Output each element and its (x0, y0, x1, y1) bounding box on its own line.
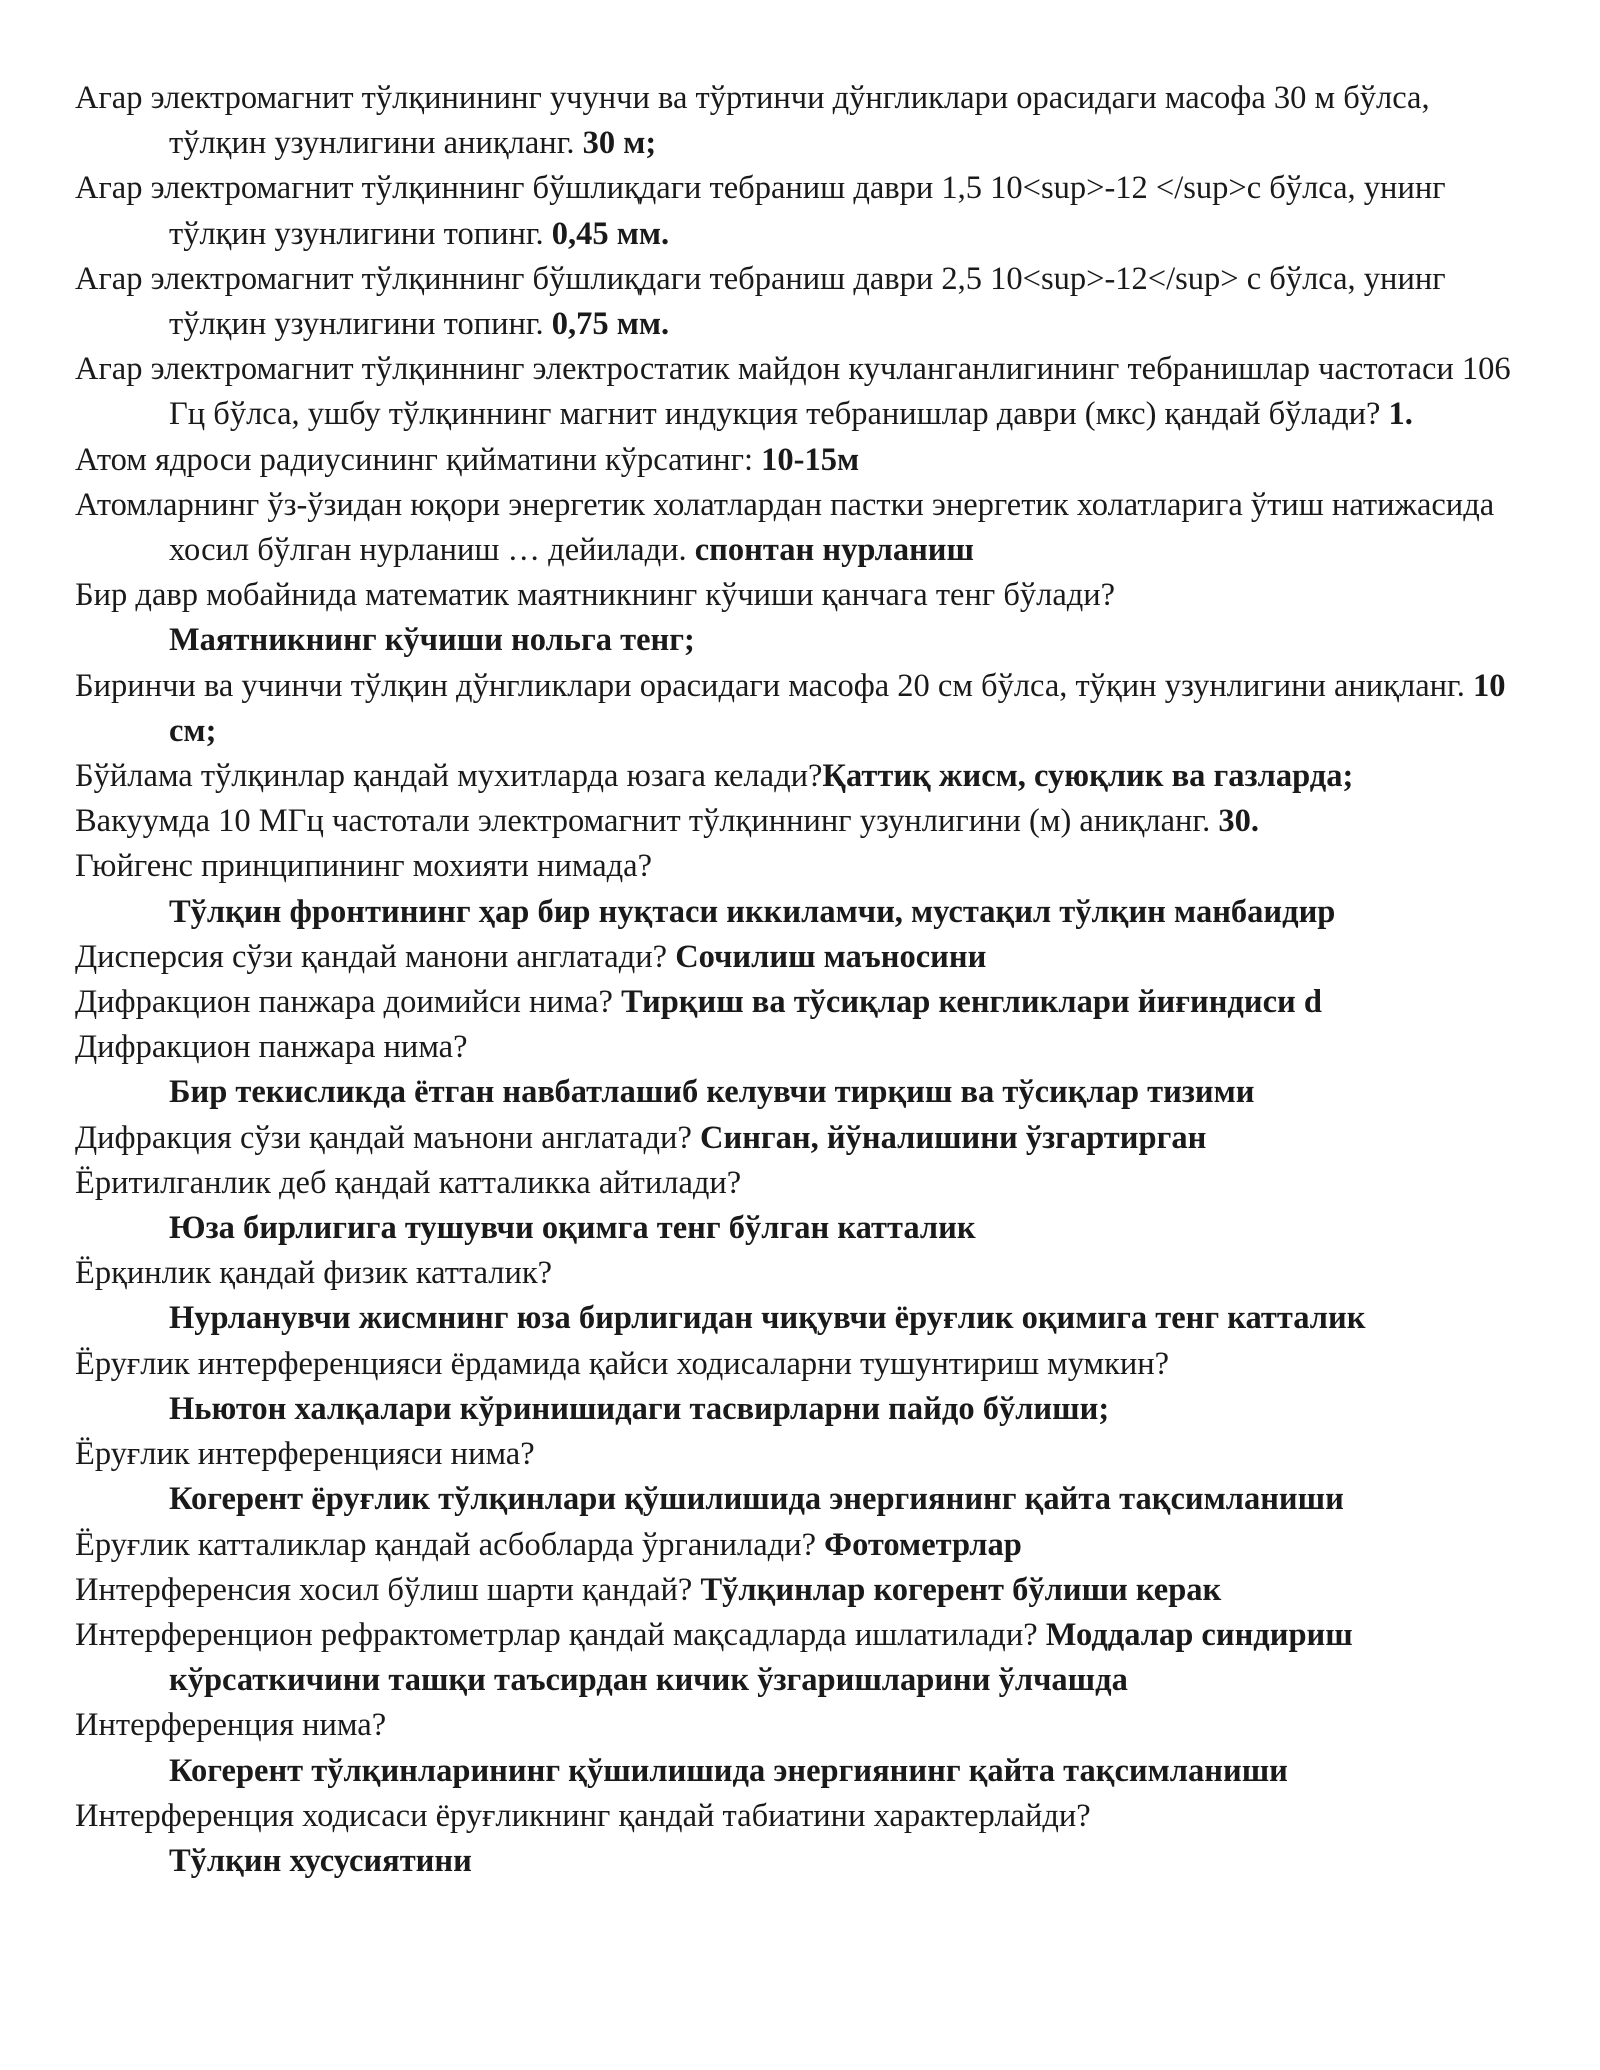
question-entry (75, 1161, 1520, 1251)
answer-text: 0,45 мм. (551, 215, 670, 252)
question-entry (75, 1251, 1520, 1341)
question-text: Агар электромагнит тўлқиннинг электростатик майдон кучланганлигининг тебранишлар частотаси 106 Гц бўлса, ушбу тўлқиннинг магнит индукция тебранишлар даври (мкс) қандай бўлади? (75, 351, 1511, 433)
question-text: Агар электромагнит тўлқинининг учунчи ва тўртинчи дўнгликлари орасидаги масофа 30 м бўлса, тўлқин узунлигини аниқланг. (75, 80, 1430, 162)
question-entry (75, 1703, 1520, 1793)
question-text: Дифракция сўзи қандай маънони англатади? (75, 1119, 700, 1156)
question-entry (75, 1116, 1520, 1161)
answer-text: Сочилиш маъносини (675, 938, 987, 975)
question-text: Ёруғлик катталиклар қандай асбобларда ўрганилади? (75, 1526, 825, 1563)
question-entry (75, 1523, 1520, 1568)
answer-text: Қаттиқ жисм, суюқлик ва газларда; (822, 758, 1354, 795)
question-entry (75, 1794, 1520, 1884)
answer-text: Синган, йўналишини ўзгартирган (700, 1119, 1207, 1156)
question-entry (75, 347, 1520, 437)
question-text: Вакуумда 10 МГц частотали электромагнит тўлқиннинг узунлигини (м) аниқланг. (75, 803, 1219, 840)
answer-text: 30. (1218, 803, 1259, 840)
question-entry (75, 76, 1520, 166)
answer-text: Когерент тўлқинларининг қўшилишида энергиянинг қайта тақсимланиши (169, 1752, 1288, 1789)
answer-text: 30 м; (582, 125, 657, 162)
question-entry (75, 844, 1520, 934)
question-text: Ёруғлик интерференцияси ёрдамида қайси ходисаларни тушунтириш мумкин? (75, 1345, 1170, 1382)
question-entry (75, 1568, 1520, 1613)
question-text: Гюйгенс принципининг мохияти нимада? (75, 848, 653, 885)
question-entry (75, 754, 1520, 799)
question-text: Интерференция нима? (75, 1707, 387, 1744)
question-entry (75, 799, 1520, 844)
question-entry (75, 1432, 1520, 1522)
answer-text: Нурланувчи жисмнинг юза бирлигидан чиқувчи ёруғлик оқимига тенг катталик (169, 1300, 1366, 1337)
question-entry (75, 166, 1520, 256)
question-entry (75, 1613, 1520, 1703)
question-entry (75, 257, 1520, 347)
answer-text: Когерент ёруғлик тўлқинлари қўшилишида энергиянинг қайта тақсимланиши (169, 1481, 1344, 1518)
question-text: Ёрқинлик қандай физик катталик? (75, 1255, 553, 1292)
answer-text: 0,75 мм. (551, 306, 670, 343)
answer-text: Юза бирлигига тушувчи оқимга тенг бўлган катталик (169, 1210, 976, 1247)
answer-text: Тўлқинлар когерент бўлиши керак (700, 1571, 1222, 1608)
answer-text: Бир текисликда ётган навбатлашиб келувчи тирқиш ва тўсиқлар тизими (169, 1074, 1255, 1111)
answer-text: спонтан нурланиш (694, 532, 974, 569)
question-text: Агар электромагнит тўлқиннинг бўшлиқдаги тебраниш даври 2,5 10<sup>-12</sup> с бўлса, унинг тўлқин узунлигини топинг. (75, 260, 1446, 343)
answer-text: 1. (1388, 396, 1413, 433)
question-entry (75, 573, 1520, 663)
question-text: Агар электромагнит тўлқиннинг бўшлиқдаги тебраниш даври 1,5 10<sup>-12 </sup>с бўлса, унинг тўлқин узунлигини топинг. (75, 170, 1446, 252)
question-text: Биринчи ва учинчи тўлқин дўнгликлари орасидаги масофа 20 см бўлса, тўқин узунлигини аниқланг. (75, 667, 1473, 704)
question-list (75, 76, 1520, 1884)
answer-text: Тўлқин хусусиятини (169, 1842, 472, 1879)
question-text: Дисперсия сўзи қандай манони англатади? (75, 938, 676, 975)
answer-text: 10 см; (169, 667, 1506, 749)
answer-text: Маятникнинг кўчиши нольга тенг; (169, 622, 695, 659)
answer-text: Фотометрлар (824, 1526, 1022, 1563)
answer-text: Тирқиш ва тўсиқлар кенгликлари йиғиндиси d (621, 984, 1322, 1021)
answer-text: Моддалар синдириш кўрсаткичини ташқи таъсирдан кичик ўзгаришларини ўлчашда (169, 1616, 1353, 1699)
question-entry (75, 980, 1520, 1025)
question-entry (75, 1342, 1520, 1432)
question-text: Ёритилганлик деб қандай катталиккa айтилади? (75, 1164, 742, 1201)
answer-text: Тўлқин фронтининг ҳар бир нуқтаси иккиламчи, мустақил тўлқин манбаидир (169, 893, 1336, 930)
answer-text: 10-15м (761, 441, 860, 478)
question-text: Бир давр мобайнида математик маятникнинг кўчиши қанчага тенг бўлади? (75, 577, 1116, 614)
answer-text: Ньютон халқалари кўринишидаги тасвирларни пайдо бўлиши; (169, 1390, 1110, 1427)
question-text: Интерференцион рефрактометрлар қандай мақсадларда ишлатилади? (75, 1616, 1046, 1653)
question-text: Интерференсия хосил бўлиш шарти қандай? (75, 1571, 701, 1608)
question-entry (75, 664, 1520, 754)
question-text: Ёруғлик интерференцияси нима? (75, 1436, 535, 1473)
question-text: Атом ядроси радиусининг қийматини кўрсатинг: (75, 441, 762, 478)
question-text: Бўйлама тўлқинлар қандай мухитларда юзага келади? (75, 758, 823, 795)
question-entry (75, 483, 1520, 573)
question-text: Дифракцион панжара нима? (75, 1029, 468, 1066)
question-text: Интерференция ходисаси ёруғликнинг қандай табиатини характерлайди? (75, 1797, 1091, 1834)
question-text: Дифракцион панжара доимийси нима? (75, 984, 622, 1021)
question-entry (75, 438, 1520, 483)
question-text: Атомларнинг ўз-ўзидан юқори энергетик холатлардан пастки энергетик холатларига ўтиш натижасида хосил бўлган нурланиш … дейилади. (75, 486, 1495, 569)
question-entry (75, 935, 1520, 980)
question-entry (75, 1025, 1520, 1115)
